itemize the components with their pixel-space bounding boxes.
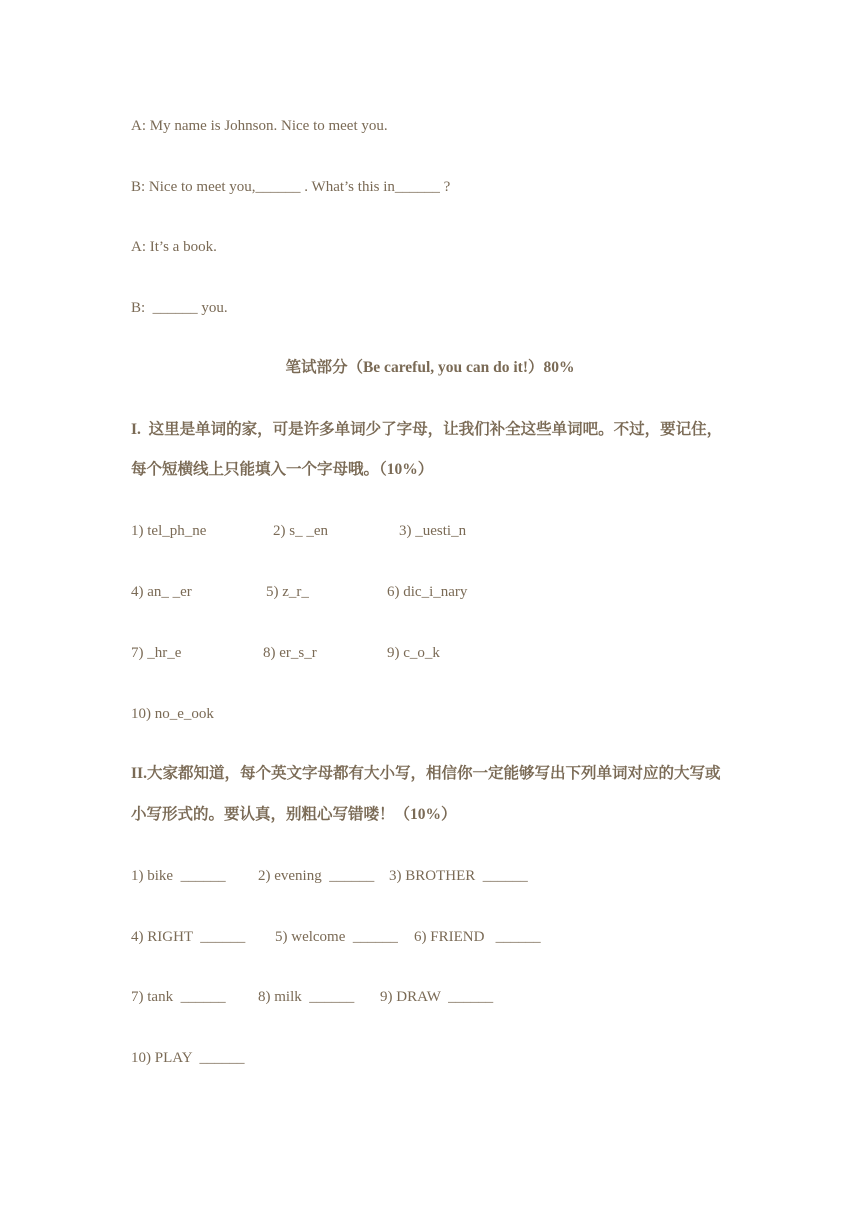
part2-instruction-line2: 小写形式的。要认真，别粗心写错喽！（10%）	[131, 806, 457, 823]
list-item: 9) DRAW ______	[380, 989, 494, 1005]
list-item: 5) welcome ______	[275, 929, 398, 945]
part1-instruction-line1: I. 这里是单词的家，可是许多单词少了字母，让我们补全这些单词吧。不过，要记住，	[131, 421, 723, 438]
list-item: 6) dic_i_nary	[387, 584, 468, 600]
list-item: 8) er_s_r	[263, 645, 317, 661]
list-item: 10) no_e_ook	[131, 706, 214, 722]
list-item: 2) s_ _en	[273, 523, 328, 539]
list-item: 9) c_o_k	[387, 645, 440, 661]
list-item: 6) FRIEND ______	[414, 929, 541, 945]
list-item: 4) an_ _er	[131, 584, 192, 600]
part1-instruction-line2: 每个短横线上只能填入一个字母哦。（10%）	[131, 461, 434, 478]
list-item: 3) BROTHER ______	[389, 868, 528, 884]
list-item: 2) evening ______	[258, 868, 375, 884]
dialogue-line-4: B: ______ you.	[131, 300, 228, 316]
dialogue-line-3: A: It’s a book.	[131, 239, 217, 255]
dialogue-line-1: A: My name is Johnson. Nice to meet you.	[131, 118, 388, 134]
list-item: 7) _hr_e	[131, 645, 182, 661]
list-item: 1) tel_ph_ne	[131, 523, 207, 539]
list-item: 7) tank ______	[131, 989, 226, 1005]
list-item: 4) RIGHT ______	[131, 929, 246, 945]
list-item: 8) milk ______	[258, 989, 355, 1005]
list-item: 10) PLAY ______	[131, 1050, 245, 1066]
list-item: 3) _uesti_n	[399, 523, 467, 539]
part2-instruction-line1: II.大家都知道，每个英文字母都有大小写，相信你一定能够写出下列单词对应的大写或	[131, 765, 721, 782]
list-item: 1) bike ______	[131, 868, 226, 884]
section-title: 笔试部分（Be careful, you can do it!）80%	[285, 359, 575, 376]
list-item: 5) z_r_	[266, 584, 309, 600]
dialogue-line-2: B: Nice to meet you,______ . What’s this in______ ?	[131, 179, 451, 195]
